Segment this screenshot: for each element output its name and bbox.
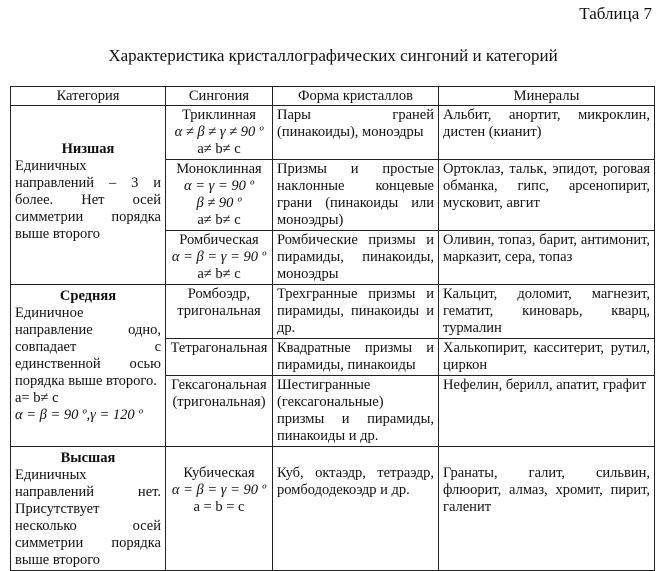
system-name: Ромбоэдр, тригональная	[177, 286, 261, 319]
category-cell-highest	[11, 447, 166, 571]
header-form: Форма кристаллов	[273, 87, 439, 106]
form-cell: Ромбические призмы и пирамиды, пинакоиды, моноэдры	[273, 231, 439, 285]
system-cell	[166, 339, 273, 376]
header-system: Сингония	[166, 87, 273, 106]
header-row	[11, 87, 655, 106]
category-description: Единичное направление одно, совпадает с единственной осью порядка выше второго.	[15, 305, 161, 389]
system-cell	[166, 231, 273, 285]
system-angles: α = γ = 90 º	[183, 178, 254, 194]
category-description: Единичных направлений – 3 и более. Нет осей симметрии порядка выше второго	[15, 158, 161, 242]
header-category: Категория	[11, 87, 166, 106]
category-name: Средняя	[59, 288, 117, 304]
system-name: Тетрагональная	[170, 340, 268, 356]
minerals-cell: Ортоклаз, тальк, эпидот, роговая обманка, гипс, арсенопирит, мусковит, авгит	[439, 160, 655, 231]
category-axes: a= b≠ c	[15, 390, 59, 406]
system-name: Кубическая	[183, 465, 255, 481]
category-description: Единичных направлений нет. Присутствует несколько осей симметрии порядка выше второго	[15, 467, 161, 568]
form-cell: Трехгранные призмы и пирамиды, пинакоиды и др.	[273, 285, 439, 339]
form-cell: Шестигранные (гексагональные) призмы и пирамиды, пинакоиды и др.	[273, 376, 439, 447]
system-axes: a≠ b≠ c	[197, 266, 241, 282]
table-row	[11, 106, 655, 160]
system-cell	[166, 160, 273, 231]
form-cell: Пары граней (пинакоиды), моноэдры	[273, 106, 439, 160]
minerals-cell: Халькопирит, касситерит, рутил, циркон	[439, 339, 655, 376]
category-angles: α = β = 90 º,γ = 120 º	[15, 407, 143, 423]
table-number: Таблица 7	[579, 4, 652, 23]
table-row	[11, 285, 655, 339]
system-name: Триклинная	[182, 107, 256, 123]
system-cell	[166, 376, 273, 447]
category-cell-lowest	[11, 106, 166, 285]
form-cell: Куб, октаэдр, тетраэдр, ромбододекоэдр и др.	[273, 447, 439, 571]
system-cell	[166, 447, 273, 571]
system-axes: a≠ b≠ c	[197, 212, 241, 228]
system-cell	[166, 285, 273, 339]
system-angle-beta: β ≠ 90 º	[196, 195, 242, 211]
system-axes: a = b = c	[193, 499, 245, 515]
table-title: Характеристика кристаллографических сингоний и категорий	[108, 46, 558, 65]
minerals-cell: Кальцит, доломит, магнезит, гематит, киноварь, кварц, турмалин	[439, 285, 655, 339]
category-name: Низшая	[61, 141, 115, 157]
form-cell: Призмы и простые наклонные концевые грани (пинакоиды или моноэдры)	[273, 160, 439, 231]
minerals-cell: Нефелин, берилл, апатит, графит	[439, 376, 655, 447]
system-angles: α = β = γ = 90 º	[171, 482, 267, 498]
system-cell	[166, 106, 273, 160]
system-name: Гексагональная (тригональная)	[171, 377, 267, 410]
system-name: Моноклинная	[176, 161, 262, 177]
category-name: Высшая	[60, 450, 116, 466]
minerals-cell: Альбит, анортит, микроклин, дистен (кианит)	[439, 106, 655, 160]
system-angles: α = β = γ = 90 º	[171, 249, 267, 265]
header-minerals: Минералы	[439, 87, 655, 106]
system-name: Ромбическая	[179, 232, 259, 248]
category-cell-middle	[11, 285, 166, 447]
table-row	[11, 447, 655, 571]
form-cell: Квадратные призмы и пирамиды, пинакоиды	[273, 339, 439, 376]
minerals-cell: Гранаты, галит, сильвин, флюорит, алмаз, хромит, пирит, галенит	[439, 447, 655, 571]
system-angles: α ≠ β ≠ γ ≠ 90 º	[174, 124, 264, 140]
crystal-systems-table	[10, 86, 655, 571]
minerals-cell: Оливин, топаз, барит, антимонит, марказит, сера, топаз	[439, 231, 655, 285]
system-axes: a≠ b≠ c	[197, 141, 241, 157]
